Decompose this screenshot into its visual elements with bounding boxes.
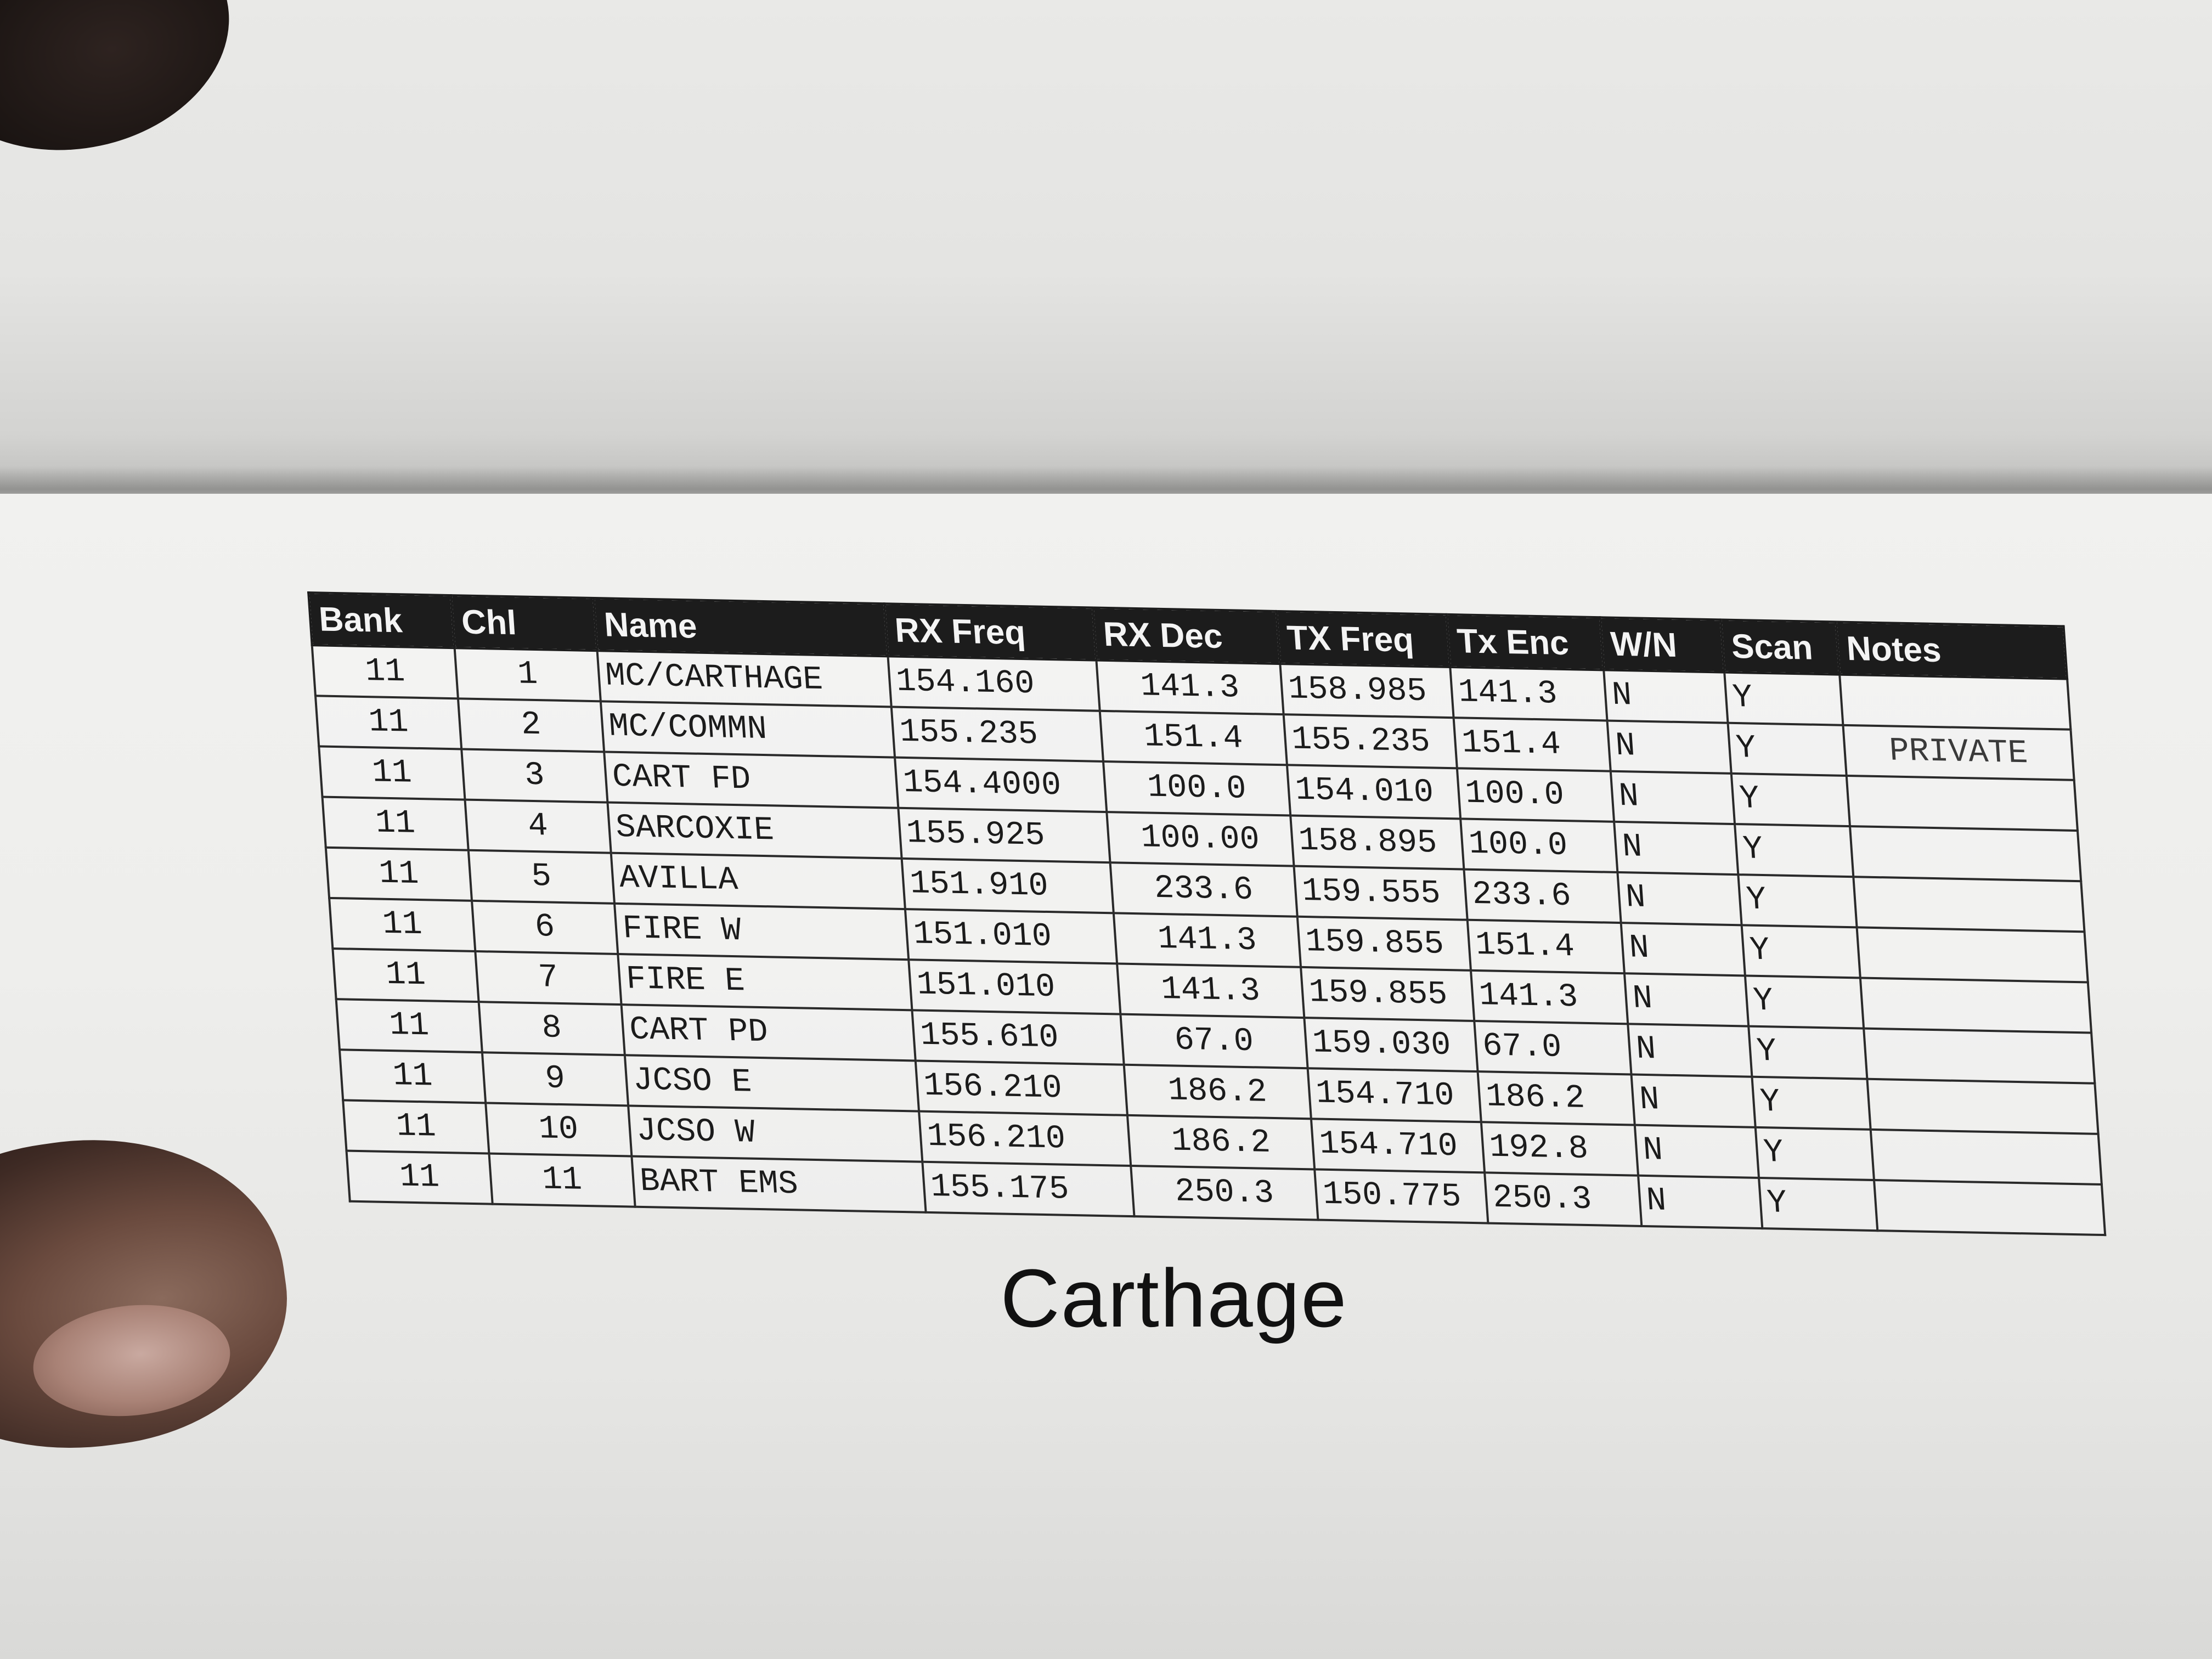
cell-tx-freq: 159.555	[1294, 866, 1467, 920]
cell-scan: Y	[1745, 975, 1864, 1028]
cell-tx-freq: 158.895	[1290, 815, 1464, 869]
cell-chl: 1	[455, 648, 601, 701]
cell-tx-freq: 150.775	[1314, 1169, 1488, 1223]
cell-name: MC/CARTHAGE	[597, 651, 891, 707]
cell-name: FIRE E	[618, 954, 912, 1010]
cell-notes: PRIVATE	[1843, 725, 2074, 780]
channel-table-sheet	[307, 591, 2104, 1236]
cell-bank: 11	[347, 1151, 493, 1204]
cell-tx-freq: 154.710	[1308, 1068, 1481, 1122]
cell-scan: Y	[1756, 1127, 1874, 1180]
cell-rx-freq: 151.010	[905, 909, 1117, 963]
header-tx-freq: TX Freq	[1277, 611, 1450, 667]
cell-tx-enc: 151.4	[1468, 920, 1624, 974]
cell-name: CART FD	[604, 752, 898, 808]
cell-notes	[1853, 877, 2084, 932]
cell-rx-freq: 156.210	[916, 1060, 1127, 1115]
cell-notes	[1874, 1180, 2105, 1235]
cell-bank: 11	[315, 696, 461, 749]
cell-rx-freq: 155.610	[912, 1010, 1124, 1064]
cell-tx-freq: 159.030	[1304, 1018, 1477, 1071]
cell-rx-freq: 154.160	[888, 656, 1099, 710]
header-scan: Scan	[1721, 619, 1840, 674]
cell-scan: Y	[1728, 723, 1846, 776]
cell-bank: 11	[329, 898, 475, 951]
cell-wn: N	[1604, 670, 1728, 723]
cell-tx-freq: 155.235	[1284, 714, 1457, 768]
cell-name: BART EMS	[631, 1156, 926, 1212]
cell-notes	[1850, 826, 2081, 881]
cell-scan: Y	[1735, 824, 1853, 877]
header-name: Name	[594, 598, 888, 656]
cell-wn: N	[1624, 973, 1748, 1026]
cell-tx-enc: 141.3	[1471, 970, 1628, 1024]
cell-rx-freq: 155.925	[898, 808, 1110, 862]
cell-chl: 2	[458, 698, 604, 752]
cell-tx-enc: 186.2	[1478, 1071, 1635, 1125]
cell-scan: Y	[1748, 1026, 1867, 1079]
cell-chl: 4	[465, 800, 611, 853]
cell-scan: Y	[1742, 925, 1860, 978]
cell-rx-freq: 155.235	[891, 707, 1103, 761]
cell-notes	[1857, 927, 2088, 982]
cell-scan: Y	[1724, 673, 1843, 725]
cell-notes	[1860, 978, 2091, 1032]
header-notes: Notes	[1836, 622, 2067, 679]
cell-name: JCSO W	[628, 1105, 922, 1161]
cell-tx-enc: 250.3	[1485, 1172, 1641, 1226]
cell-chl: 10	[486, 1103, 631, 1156]
cell-wn: N	[1607, 721, 1731, 774]
cell-bank: 11	[323, 797, 469, 850]
cell-chl: 3	[461, 749, 607, 802]
cell-rx-freq: 151.910	[902, 859, 1114, 913]
cell-wn: N	[1611, 771, 1735, 824]
cell-chl: 8	[479, 1002, 625, 1055]
cell-rx-dec: 250.3	[1131, 1166, 1318, 1220]
cell-rx-freq: 154.4000	[895, 758, 1107, 812]
cell-notes	[1864, 1029, 2095, 1084]
cell-bank: 11	[326, 848, 472, 901]
cell-tx-enc: 233.6	[1464, 870, 1621, 923]
cell-rx-dec: 141.3	[1114, 913, 1301, 967]
cell-tx-freq: 154.710	[1311, 1119, 1485, 1172]
cell-rx-freq: 151.010	[909, 960, 1120, 1014]
cell-tx-enc: 151.4	[1454, 718, 1611, 771]
cell-tx-freq: 158.985	[1280, 664, 1453, 718]
cell-rx-dec: 67.0	[1120, 1014, 1307, 1069]
cell-bank: 11	[312, 645, 458, 698]
cell-wn: N	[1638, 1176, 1762, 1228]
cell-bank: 11	[343, 1100, 489, 1153]
cell-wn: N	[1617, 872, 1741, 925]
cell-tx-enc: 100.0	[1460, 819, 1617, 872]
header-wn: W/N	[1600, 617, 1725, 672]
channel-table	[307, 591, 2106, 1236]
cell-bank: 11	[319, 746, 465, 799]
cell-name: FIRE W	[614, 904, 909, 960]
cell-wn: N	[1621, 923, 1745, 975]
cell-bank: 11	[336, 999, 482, 1052]
cell-bank: 11	[332, 949, 478, 1002]
cell-bank: 11	[340, 1049, 486, 1103]
cell-notes	[1871, 1130, 2102, 1184]
cell-rx-dec: 186.2	[1127, 1115, 1314, 1170]
page-caption: Carthage	[1000, 1252, 1348, 1344]
cell-rx-dec: 100.0	[1103, 761, 1290, 816]
cell-tx-freq: 154.010	[1287, 765, 1460, 819]
cell-scan: Y	[1759, 1178, 1877, 1231]
cell-chl: 11	[489, 1154, 635, 1207]
cell-scan: Y	[1731, 774, 1850, 826]
cell-name: MC/COMMN	[601, 701, 895, 757]
cell-wn: N	[1635, 1125, 1759, 1178]
cell-rx-dec: 186.2	[1124, 1065, 1311, 1119]
cell-chl: 7	[475, 951, 621, 1005]
cell-name: AVILLA	[611, 853, 905, 909]
cell-tx-enc: 141.3	[1450, 667, 1607, 721]
cell-chl: 6	[472, 901, 618, 954]
cell-wn: N	[1628, 1024, 1752, 1076]
cell-rx-dec: 141.3	[1096, 661, 1283, 715]
cell-rx-dec: 100.00	[1107, 812, 1294, 866]
cell-notes	[1839, 675, 2070, 730]
cell-tx-freq: 159.855	[1301, 967, 1474, 1021]
cell-rx-dec: 141.3	[1117, 963, 1304, 1018]
cell-notes	[1867, 1079, 2098, 1134]
header-bank: Bank	[308, 592, 455, 648]
cell-rx-freq: 155.175	[922, 1162, 1134, 1216]
header-chl: Chl	[451, 595, 597, 651]
paper-folded-top	[0, 0, 2212, 494]
header-rx-dec: RX Dec	[1093, 607, 1280, 664]
cell-chl: 5	[469, 850, 614, 904]
cell-scan: Y	[1752, 1077, 1870, 1130]
cell-notes	[1847, 776, 2078, 831]
cell-scan: Y	[1738, 874, 1857, 927]
cell-wn: N	[1614, 822, 1738, 874]
cell-rx-dec: 151.4	[1100, 711, 1287, 765]
cell-wn: N	[1632, 1074, 1756, 1127]
cell-tx-enc: 100.0	[1457, 768, 1614, 822]
cell-name: CART PD	[622, 1005, 916, 1060]
cell-tx-enc: 192.8	[1481, 1122, 1638, 1176]
cell-rx-dec: 233.6	[1110, 862, 1297, 917]
cell-chl: 9	[482, 1052, 628, 1105]
cell-tx-enc: 67.0	[1474, 1021, 1631, 1075]
cell-name: JCSO E	[625, 1055, 919, 1111]
header-tx-enc: Tx Enc	[1447, 614, 1604, 670]
header-rx-freq: RX Freq	[884, 603, 1096, 660]
cell-tx-freq: 159.855	[1297, 917, 1471, 970]
cell-rx-freq: 156.210	[919, 1111, 1131, 1166]
cell-name: SARCOXIE	[607, 803, 901, 859]
